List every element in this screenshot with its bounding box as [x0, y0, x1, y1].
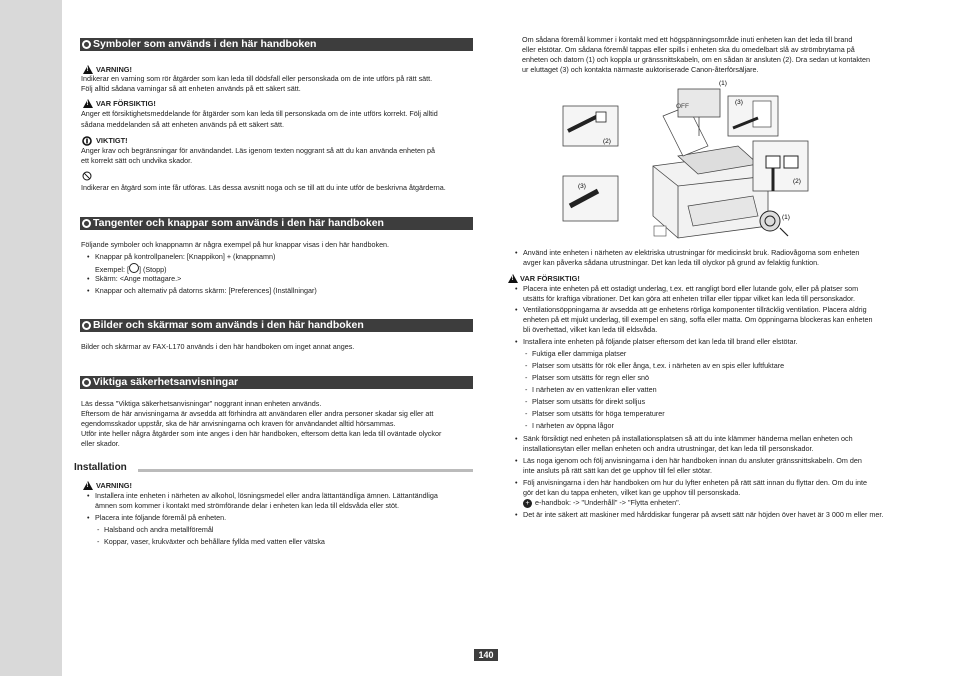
location-dash-item: - I närheten av öppna lågor: [532, 421, 614, 432]
images-text: Bilder och skärmar av FAX-L170 används i den här handboken om inget annat anges.: [81, 342, 355, 351]
page-number: 140: [474, 649, 498, 661]
prohibited-icon: [82, 171, 92, 181]
important-icon: [82, 136, 92, 146]
caution-icon: [83, 99, 93, 108]
caution-bullet: • Installera inte enheten på följande platser eftersom det kan leda till brand eller elstötar.: [523, 337, 798, 348]
section-header-keys: Tangenter och knappar som används i den här handboken: [80, 217, 473, 230]
safety-text: eller skador.: [81, 439, 120, 448]
installation-dash-item: - Koppar, vaser, krukväxter och behållare fyllda med vatten eller vätska: [104, 537, 325, 548]
intro-text: ur eluttaget (3) och kontakta närmaste auktoriserade Canon-återförsäljare.: [522, 65, 759, 74]
installation-dash-item: - Halsband och andra metallföremål: [104, 525, 213, 536]
radio-bullet: • Använd inte enheten i närheten av elektriska utrustningar för medicinskt bruk. Radiovågorna som enheten: [523, 248, 859, 259]
keys-bullet: • Knappar och alternativ på datorns skärm: [Preferences] (Inställningar): [95, 286, 317, 297]
section-header-images: Bilder och skärmar som används i den här handboken: [80, 319, 473, 332]
figure-callout-1: (1): [719, 80, 727, 87]
safety-text: egendomsskador uppstår, ska de här anvisningarna och kraven för användandet alltid hörsammas.: [81, 419, 396, 428]
location-dash-item: - I närheten av en vattenkran eller vatten: [532, 385, 657, 396]
caution-bullet: • Sänk försiktigt ned enheten på installationsplatsen så att du inte klämmer händerna mellan enheten och: [523, 434, 853, 445]
caution-bullet: • Det är inte säkert att maskiner med hårddiskar fungerar på avsett sätt när höjden över havet är 3 000 m eller mer.: [523, 510, 883, 521]
caution-text: utsätts för kraftiga vibrationer. Det kan göra att enheten trillar eller tippar vilket kan leda till personskador.: [523, 294, 855, 303]
caution-text: enheten på ett mjukt underlag, till exempel en säng, soffa eller matta. Om öppningarna blockeras kan enheten: [523, 315, 873, 324]
section-bullet-icon: [82, 378, 91, 387]
ehandbook-link-icon[interactable]: +: [523, 499, 532, 508]
caution-label: VAR FÖRSIKTIG!: [520, 274, 580, 283]
warning-icon: [83, 65, 93, 74]
keys-example: Exempel: [ ] (Stopp): [95, 265, 167, 274]
intro-text: enheten och datorn (1) och koppla ur gränssnittskabeln, om en sådan är ansluten (2). Dra sedan ut kontakten: [522, 55, 871, 64]
location-dash-item: - Platser som utsätts för rök eller ånga, t.ex. i närheten av en spis eller luftfuktare: [532, 361, 784, 372]
heading-divider: [138, 469, 473, 472]
caution-text: sådana meddelanden så att enheten används på ett säkert sätt.: [81, 120, 284, 129]
caution-text: inte ansluts på rätt sätt kan det ge upphov till fel eller stötar.: [523, 466, 712, 475]
stop-key-icon: [129, 263, 139, 273]
interface-cable-drawing: [563, 106, 618, 146]
caution-label: VAR FÖRSIKTIG!: [96, 99, 156, 108]
installation-text: ämnen som kommer i kontakt med strömförande delar i enheten kan leda till eldsvåda eller stöt.: [95, 501, 400, 510]
caution-bullet: • Ventilationsöppningarna är avsedda att ge enhetens rörliga komponenter tillräcklig ventilation. Placera aldrig: [523, 305, 867, 316]
warning-label: VARNING!: [96, 481, 132, 490]
figure-callout-1b: (1): [782, 214, 790, 221]
figure-callout-2: (2): [603, 138, 611, 145]
ehandbook-reference[interactable]: e-handbok: -> "Underhåll" -> "Flytta enheten".: [535, 498, 681, 507]
figure-callout-2b: (2): [793, 178, 801, 185]
power-button-drawing: [760, 211, 790, 236]
location-dash-item: - Platser som utsätts för regn eller snö: [532, 373, 649, 384]
warning-label: VARNING!: [96, 65, 132, 74]
power-off-illustration: [558, 76, 818, 244]
caution-bullet: • Läs noga igenom och följ anvisningarna i den här handboken innan du ansluter gränssnittskabeln. Om den: [523, 456, 862, 467]
figure-callout-3: (3): [735, 99, 743, 106]
wall-outlet-drawing: [728, 96, 778, 136]
keys-intro: Följande symboler och knappnamn är några exempel på hur knappar visas i den här handboken.: [81, 240, 390, 249]
caution-text: bli överhettad, vilket kan leda till eldsvåda.: [523, 325, 658, 334]
prohibited-text: Indikerar en åtgärd som inte får utföras. Läs dessa avsnitt noga och se till att du inte utför de beskrivna åtgärderna.: [81, 183, 446, 192]
caution-text: gör det kan du tappa enheten, vilket kan ge upphov till personskada.: [523, 488, 741, 497]
section-header-safety: Viktiga säkerhetsanvisningar: [80, 376, 473, 389]
power-cord-drawing: [563, 176, 618, 221]
page-margin-sidebar: [0, 0, 62, 676]
section-header-symbols: Symboler som används i den här handboken: [80, 38, 473, 51]
intro-text: eller elstötar. Om sådana föremål tappas eller spills i enheten ska du omedelbart slå av strömbrytarna på: [522, 45, 855, 54]
installation-bullet: • Installera inte enheten i närheten av alkohol, lösningsmedel eller andra lättantändliga ämnen. Lättantändliga: [95, 491, 438, 502]
installation-bullet: • Placera inte följande föremål på enheten.: [95, 513, 226, 524]
caution-icon: [508, 274, 518, 283]
safety-text: Eftersom de här anvisningarna är avsedda att förhindra att användaren eller andra personer skadar sig eller att: [81, 409, 434, 418]
section-bullet-icon: [82, 40, 91, 49]
off-label: OFF: [676, 103, 689, 110]
safety-text: Utför inte heller några åtgärder som inte anges i den här handboken, eftersom detta kan leda till oväntade olyckor: [81, 429, 442, 438]
safety-text: Läs dessa "Viktiga säkerhetsanvisningar" noggrant innan enheten används.: [81, 399, 322, 408]
radio-text: avger kan påverka sådana utrustningar. Det kan leda till olyckor på grund av felaktig funktion.: [523, 258, 820, 267]
warning-icon: [83, 481, 93, 490]
important-text: Anger krav och begränsningar för användandet. Läs igenom texten noggrant så att du kan använda enheten på: [81, 146, 436, 155]
location-dash-item: - Platser som utsätts för höga temperaturer: [532, 409, 665, 420]
caution-bullet: • Följ anvisningarna i den här handboken om hur du lyfter enheten på rätt sätt innan du flyttar den. Om du inte: [523, 478, 867, 489]
section-bullet-icon: [82, 219, 91, 228]
important-label: VIKTIGT!: [96, 136, 128, 145]
caution-bullet: • Placera inte enheten på ett ostadigt underlag, t.ex. ett rangligt bord eller lutande golv, eller på platser som: [523, 284, 858, 295]
keys-bullet: • Skärm: <Ange mottagare.>: [95, 274, 181, 285]
installation-heading: Installation: [74, 462, 127, 473]
warning-text: Indikerar en varning som rör åtgärder som kan leda till dödsfall eller personskada om de inte utförs på rätt sätt.: [81, 74, 433, 83]
keys-bullet: • Knappar på kontrollpanelen: [Knappikon] + (knappnamn): [95, 252, 275, 263]
location-dash-item: - Fuktiga eller dammiga platser: [532, 349, 626, 360]
section-bullet-icon: [82, 321, 91, 330]
figure-callout-3b: (3): [578, 183, 586, 190]
warning-text: Följ alltid sådana varningar så att enheten används på ett säkert sätt.: [81, 84, 301, 93]
location-dash-item: - Platser som utsätts för direkt solljus: [532, 397, 645, 408]
intro-text: Om sådana föremål kommer i kontakt med ett högspänningsområde inuti enheten kan det leda till brand: [522, 35, 853, 44]
caution-text: Anger ett försiktighetsmeddelande för åtgärder som kan leda till personskada om de inte utförs korrekt. Följ alltid: [81, 109, 438, 118]
important-text: ett korrekt sätt och undvika skador.: [81, 156, 193, 165]
rear-connector-drawing: [753, 141, 808, 191]
caution-text: installationsytan eller mellan enheten och andra utrustningar, det kan leda till personskador.: [523, 444, 814, 453]
